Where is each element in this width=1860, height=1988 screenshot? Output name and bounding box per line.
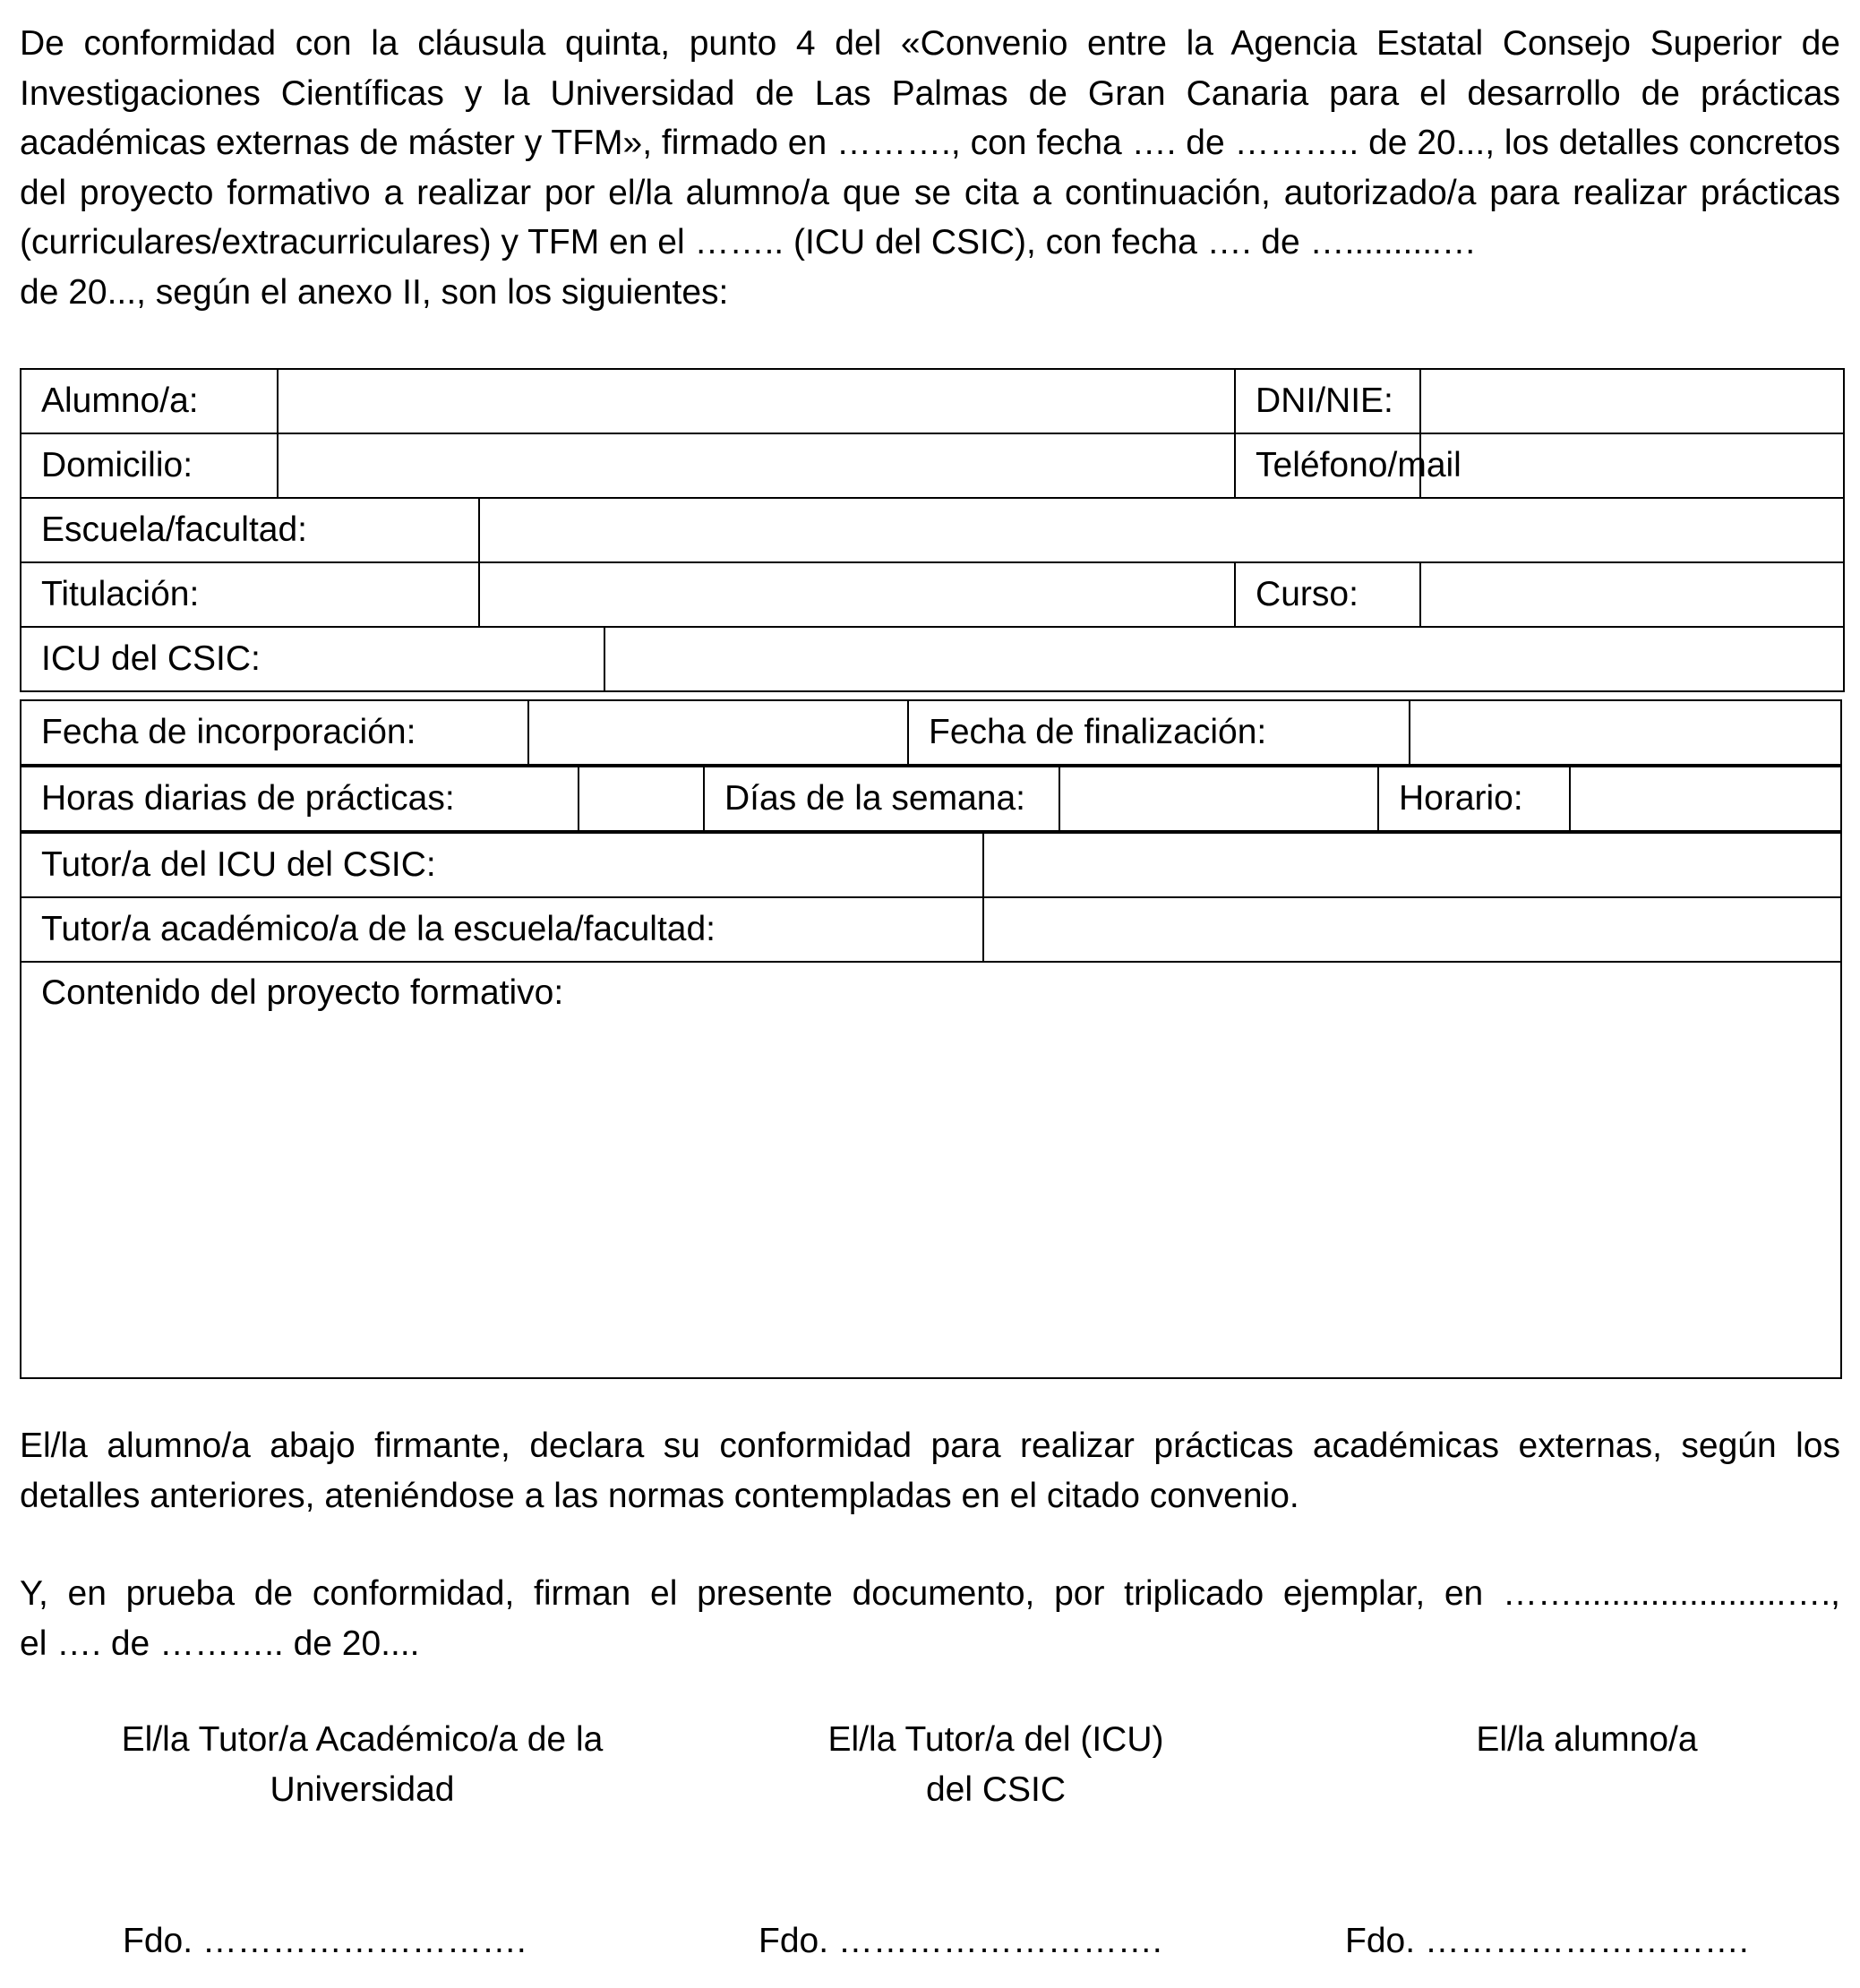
titulacion-field[interactable]	[479, 562, 1235, 627]
fecha-finalizacion-field[interactable]	[1410, 700, 1841, 765]
curso-field[interactable]	[1420, 562, 1844, 627]
icu-field[interactable]	[604, 627, 1844, 691]
tutor-academico-label: Tutor/a académico/a de la escuela/facultad:	[21, 897, 983, 962]
row-tutor-icu	[21, 833, 1841, 897]
icu-tutor-signature-heading	[763, 1715, 1229, 1814]
intro-paragraph	[20, 19, 1840, 317]
declaration-paragraph: El/la alumno/a abajo firmante, declara su conformidad para realizar prácticas académicas externas, según los detalles anteriores, ateniéndose a las normas contempladas en el citado convenio.	[20, 1427, 1840, 1515]
domicilio-label: Domicilio:	[21, 433, 278, 498]
fecha-finalizacion-label: Fecha de finalización:	[908, 700, 1410, 765]
academic-tutor-signature-line[interactable]: Fdo. ……………………….	[123, 1922, 527, 1960]
row-contenido	[21, 962, 1841, 1378]
proof-line-1: Y, en prueba de conformidad, firman el presente documento, por triplicado ejemplar, en ……......................….,	[20, 1574, 1840, 1613]
proof-paragraph	[20, 1569, 1840, 1668]
icu-tutor-title-line-2: del CSIC	[925, 1769, 1067, 1809]
academic-tutor-signature-heading	[60, 1715, 664, 1814]
training-project-form-dates	[20, 699, 1842, 766]
alumno-label: Alumno/a:	[21, 369, 278, 433]
icu-tutor-title-line-1: El/la Tutor/a del (ICU)	[827, 1720, 1164, 1759]
row-titulacion	[21, 562, 1844, 627]
icu-tutor-signature-line[interactable]: Fdo. ……………………….	[759, 1922, 1162, 1960]
student-signature-line[interactable]: Fdo. ……………………….	[1345, 1922, 1749, 1960]
proof-line-2: el …. de ……….. de 20....	[20, 1624, 420, 1663]
tutor-icu-field[interactable]	[983, 833, 1841, 897]
titulacion-label: Titulación:	[21, 562, 479, 627]
training-project-form-hours	[20, 766, 1842, 832]
intro-last-line: de 20..., según el anexo II, son los siguientes:	[20, 272, 729, 312]
alumno-field[interactable]	[278, 369, 1235, 433]
training-project-form	[20, 368, 1845, 692]
fecha-incorporacion-field[interactable]	[528, 700, 908, 765]
curso-label: Curso:	[1235, 562, 1420, 627]
domicilio-field[interactable]	[278, 433, 1235, 498]
row-alumno	[21, 369, 1844, 433]
icu-label: ICU del CSIC:	[21, 627, 604, 691]
horario-label: Horario:	[1378, 767, 1570, 831]
horario-field[interactable]	[1570, 767, 1841, 831]
intro-text: De conformidad con la cláusula quinta, punto 4 del «Convenio entre la Agencia Estatal Consejo Superior de Investigaciones Científicas y la Universidad de Las Palmas de Gran Canaria para el desarrollo de prácticas académicas externas de máster y TFM», firmado en ………., con fecha …. de ……….. de 20..., los detalles concretos del proyecto formativo a realizar por el/la alumno/a que se cita a continuación, autorizado/a para realizar prácticas (curriculares/extracurriculares) y TFM en el …….. (ICU del CSIC), con fecha …. de …..........…	[20, 24, 1840, 261]
dias-label: Días de la semana:	[704, 767, 1059, 831]
dias-field[interactable]	[1059, 767, 1378, 831]
academic-tutor-title-line-2: Universidad	[270, 1769, 455, 1809]
row-fechas	[21, 700, 1841, 765]
row-domicilio	[21, 433, 1844, 498]
horas-field[interactable]	[579, 767, 704, 831]
horas-label: Horas diarias de prácticas:	[21, 767, 579, 831]
escuela-label: Escuela/facultad:	[21, 498, 479, 562]
row-horas	[21, 767, 1841, 831]
telefono-label: Teléfono/mail	[1235, 433, 1420, 498]
row-tutor-academico	[21, 897, 1841, 962]
student-title-line-1: El/la alumno/a	[1476, 1720, 1698, 1759]
dni-label: DNI/NIE:	[1235, 369, 1420, 433]
fecha-incorporacion-label: Fecha de incorporación:	[21, 700, 528, 765]
academic-tutor-title-line-1: El/la Tutor/a Académico/a de la	[121, 1720, 604, 1759]
student-signature-heading	[1345, 1715, 1829, 1765]
telefono-field[interactable]	[1420, 433, 1844, 498]
contenido-field[interactable]	[21, 962, 1841, 1378]
tutor-academico-field[interactable]	[983, 897, 1841, 962]
tutor-icu-label: Tutor/a del ICU del CSIC:	[21, 833, 983, 897]
dni-field[interactable]	[1420, 369, 1844, 433]
escuela-field[interactable]	[479, 498, 1844, 562]
row-escuela	[21, 498, 1844, 562]
row-icu	[21, 627, 1844, 691]
contenido-label: Contenido del proyecto formativo:	[41, 973, 564, 1012]
training-project-form-tutors	[20, 832, 1842, 1379]
